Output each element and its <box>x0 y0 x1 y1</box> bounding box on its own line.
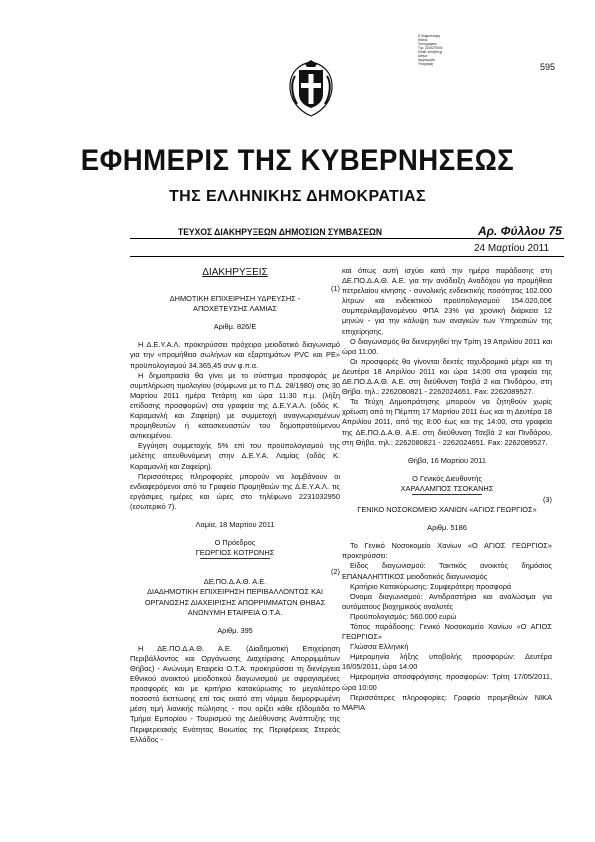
notice-org: ΔΕ.ΠΟ.Δ.Α.Θ. Α.Ε. <box>203 577 267 587</box>
notice-paragraph: Ο διαγωνισμός θα διενεργηθεί την Τρίτη 19 Απριλίου 2011 και ώρα 11:00. <box>342 336 552 356</box>
notice-paragraph: Είδος διαγωνισμού: Τακτικός ανοικτός δημόσιος ΕΠΑΝΑΛΗΠΤΙΚΟΣ μειοδοτικός διαγωνισμός <box>342 561 552 581</box>
stamp-line: Αθήνα <box>418 54 428 58</box>
notice-ref: Αριθμ. 395 <box>217 625 253 635</box>
stamp-line: Εθνικό <box>418 38 428 42</box>
section-heading: ΔΙΑΚΗΡΥΞΕΙΣ <box>202 267 268 278</box>
notice-paragraph: Το Γενικό Νοσοκομείο Χανίων «Ο ΑΓΙΟΣ ΓΕΩΡΓΙΟΣ» προκηρύσσει: <box>342 541 552 561</box>
notice-org: ΑΠΟΧΕΤΕΥΣΗΣ ΛΑΜΙΑΣ <box>193 304 277 314</box>
notice-paragraph: Όνομα διαγωνισμού: Αντιδραστήρια και αναλώσιμα για αυτόματους βιοχημικούς αναλυτές <box>342 591 552 611</box>
gazette-subtitle: ΤΗΣ ΕΛΛΗΝΙΚΗΣ ΔΗΜΟΚΡΑΤΙΑΣ <box>169 188 426 205</box>
stamp-line: Ε.Ψηφιοποίηση <box>418 34 441 38</box>
notice-org: ΔΗΜΟΤΙΚΗ ΕΠΙΧΕΙΡΗΣΗ ΥΔΡΕΥΣΗΣ - <box>169 294 301 304</box>
notice-paragraph: Τόπος παράδοσης: Γενικό Νοσοκομείο Χανίων «Ο ΑΓΙΟΣ ΓΕΩΡΓΙΟΣ» <box>342 622 552 642</box>
stamp-line: Email: info@et.gr <box>418 50 443 54</box>
notice-paragraph: και όπως αυτή ισχύει κατά την ημέρα παράδοσης στη ΔΕ.ΠΟ.Δ.Α.Θ. Α.Ε. για την ανάδειξη Αναδόχου για προμήθεια πετρελαίου κίνησης - συνολικής ενδεικτικής ποσότητας 102.000 λίτρων και ενδεικτικού προϋπολογισμού 154.020,00€ συμπεριλαμβανομένου ΦΠΑ 23% για χρονική διάρκεια 12 μηνών - για την κάλυψη των αναγκών των Υπηρεσιών της επιχείρησης. <box>342 266 552 336</box>
stamp-line: Ημερομηνία <box>418 58 435 62</box>
signature-name: ΓΕΩΡΓΙΟΣ ΚΟΤΡΩΝΗΣ <box>195 548 275 558</box>
notice-paragraph: Προϋπολογισμός: 560.000 ευρώ <box>350 611 457 621</box>
digital-signature-stamp <box>418 34 464 66</box>
stamp-line: Υπογραφή <box>418 62 434 66</box>
signature-role: Ο Πρόεδρος <box>214 538 256 548</box>
notice-paragraph: Κριτήριο Κατακύρωσης: Συμφερότερη προσφορά <box>350 581 512 591</box>
signature-role: Ο Γενικός Διευθυντής <box>412 473 482 483</box>
notice-ref: Αριθμ. 826/Ε <box>213 322 257 332</box>
signature-name: ΧΑΡΑΛΑΜΠΟΣ ΤΣΟΚΑΝΗΣ <box>400 483 494 493</box>
notice-paragraph: Ημερομηνία αποσφράγισης προσφορών: Τρίτη 17/05/2011, ώρα 10:00 <box>342 672 552 692</box>
left-column <box>130 266 340 745</box>
notice-number: (1) <box>330 284 340 293</box>
notice-number: (3) <box>542 494 552 504</box>
header-rule-top <box>130 238 564 239</box>
notice-paragraph: Εγγύηση συμμετοχής 5% επί του προϋπολογισμού της μελέτης απευθυνόμενη στην Δ.Ε.Υ.Α. Λαμίας (οδός Κ. Καραμανλή και Ζαφείρη). <box>130 441 340 471</box>
stamp-line: Τυπογραφείο <box>418 42 437 46</box>
signature-place-date: Λαμία, 18 Μαρτίου 2011 <box>195 519 275 529</box>
gazette-title: ΕΦΗΜΕΡΙΣ ΤΗΣ ΚΥΒΕΡΝΗΣΕΩΣ <box>80 144 515 177</box>
notice-org: ΔΙΑΔΗΜΟΤΙΚΗ ΕΠΙΧΕΙΡΗΣΗ ΠΕΡΙΒΑΛΛΟΝΤΟΣ ΚΑΙ ΟΡΓΑΝΩΣΗΣ ΔΙΑΧΕΙΡΙΣΗΣ ΑΠΟΡΡΙΜΜΑΤΩΝ ΘΗΒΑΣ ΑΝΩΝΥΜΗ ΕΤΑΙΡΕΙΑ Ο.Τ.Α. <box>144 587 326 617</box>
signature-place-date: Θήβα, 16 Μαρτίου 2011 <box>408 455 486 465</box>
stamp-line: Τηλ: 2105279000 <box>418 46 443 50</box>
notice-paragraph: Η δημοπρασία θα γίνει με το σύστημα προσφοράς με συμπλήρωση τιμολογίου (σύμφωνα με το Π.Δ. 28/1980) στις 30 Μαρτίου 2011 ημέρα Τετάρτη και ώρα 11:30 π.μ. (λήξη επίδοσης προσφορών) στα γραφεία της Δ.Ε.Υ.Α.Λ. (οδός Κ. Καραμανλή και Ζαφείρη) με συμμετοχή αναγνωρισμένων προμηθευτών ή κατασκευαστών του δημοπρατούμενου αντικειμένου. <box>130 370 340 441</box>
notice-org: ΓΕΝΙΚΟ ΝΟΣΟΚΟΜΕΙΟ ΧΑΝΙΩΝ «ΑΓΙΟΣ ΓΕΩΡΓΙΟΣ» <box>357 505 537 515</box>
issue-date: 24 Μαρτίου 2011 <box>474 243 550 254</box>
notice-paragraph: Περισσότερες πληροφορίες: Γραφείο προμηθειών ΝΙΚΑ ΜΑΡΙΑ <box>342 692 552 712</box>
header-rule-bottom <box>130 256 564 257</box>
coat-of-arms-icon <box>285 58 337 120</box>
notice-ref: Αριθμ. 5186 <box>427 523 467 533</box>
notice-paragraph: Γλώσσα Ελληνική <box>350 642 409 652</box>
page-number: 595 <box>540 62 556 72</box>
notice-paragraph: Η Δ.Ε.Υ.Α.Λ. προκηρύσσει πρόχειρο μειοδοτικό διαγωνισμό για την «προμήθεια σωλήνων και εξαρτημάτων PVC και PE» προϋπολογισμού 34.365,45 συν φ.π.α. <box>130 340 340 370</box>
notice-paragraph: Ημερομηνία λήξης υποβολής προσφορών: Δευτέρα 16/05/2011, ώρα 14:00 <box>342 652 552 672</box>
issue-number: Αρ. Φύλλου 75 <box>478 224 562 238</box>
notice-paragraph: Τα Τεύχη Δημοπράτησης μπορούν να ζητηθούν χωρίς χρέωση από τη Πέμπτη 17 Μαρτίου 2011 έως και τη Δευτέρα 18 Απριλίου 2011, από της 8:00 έως και της 14:00, στα γραφεία της ΔΕ.ΠΟ.Δ.Α.Θ. Α.Ε. στη διεύθυνση Τσεβά 2 και Πινδάρου, στη Θήβα. τηλ.: 2262080821 - 2262024651. Fax: 2262089527. <box>342 397 552 447</box>
right-column <box>342 266 552 713</box>
notice-paragraph: Οι προσφορές θα γίνονται δεκτές ταχυδρομικά μέχρι και τη Δευτέρα 18 Απριλίου 2011 και ώρα 14:00 στα γραφεία της ΔΕ.ΠΟ.Δ.Α.Θ. Α.Ε. στη διεύθυνση Τσεβά 2 και Πινδάρου, στη Θήβα. τηλ.: 2262080821 - 2262024651. Fax: 2262089527. <box>342 356 552 397</box>
issue-series: ΤΕΥΧΟΣ ΔΙΑΚΗΡΥΞΕΩΝ ΔΗΜΟΣΙΩΝ ΣΥΜΒΑΣΕΩΝ <box>178 227 383 238</box>
notice-number: (2) <box>330 567 340 577</box>
notice-paragraph: Περισσότερες πληροφορίες μπορούν να λαμβάνουν οι ενδιαφερόμενοι από το Γραφείο Προμηθειών της Δ.Ε.Υ.Α.Λ. τις εργάσιμες ημέρες και ώρες στο τηλέφωνο 2231032950 (εσωτερικό 7). <box>130 471 340 511</box>
notice-paragraph: Η ΔΕ.ΠΟ.Δ.Α.Θ. Α.Ε. (Διαδημοτική Επιχείρηση Περιβάλλοντος και Οργάνωσης Διαχείρισης Απορριμμάτων Θήβας) - Ανώνυμη Εταιρεία Ο.Τ.Α. προκηρύσσει τη διενέργεια Εθνικού ανοικτού μειοδοτικού διαγωνισμού με σφραγισμένες προσφορές και με κριτήριο κατακύρωσης το μεγαλύτερο ποσοστό έκπτωσης επί τοις εκατό στη νόμιμα διαμορφωμένη μέση τιμή λιανικής πώλησης - που ορίζει κάθε εβδομάδα το Τμήμα Εμπορίου - Τουρισμού της Διεύθυνσης Ανάπτυξης της Περιφερειακής Ενότητας Βοιωτίας της Περιφέρειας Στερεάς Ελλάδος - <box>130 643 340 744</box>
